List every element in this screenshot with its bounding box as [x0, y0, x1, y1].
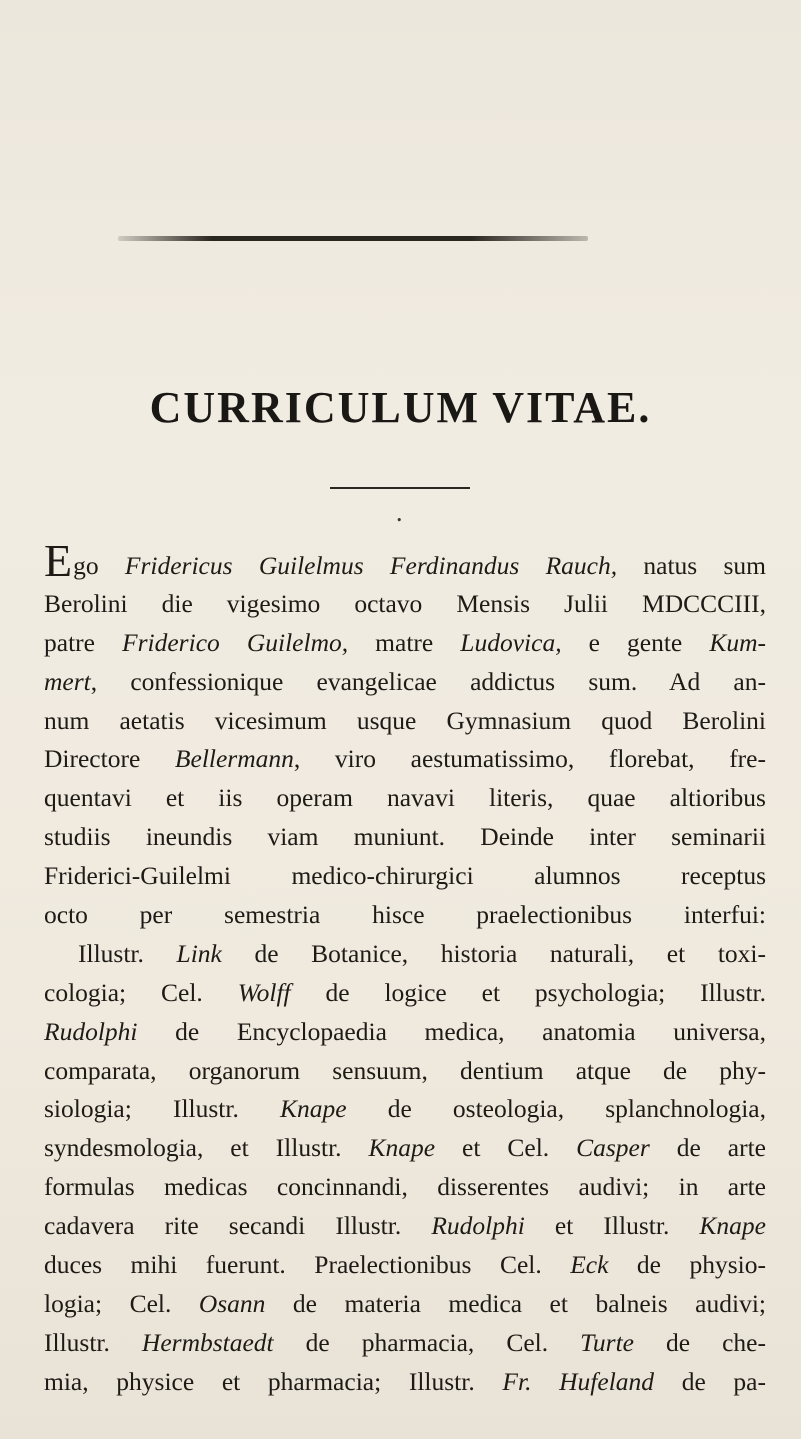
text-segment: patre — [44, 627, 123, 657]
document-title: CURRICULUM VITAE. — [149, 383, 652, 432]
text-segment: comparata, organorum sensuum, dentium atque de phy- — [44, 1055, 766, 1085]
text-segment: duces mihi fuerunt. Praelectionibus Cel. — [44, 1250, 571, 1280]
text-segment: de osteologia, splanchnologia, — [346, 1094, 767, 1124]
text-segment: studiis ineundis viam muniunt. Deinde inter seminarii — [44, 822, 766, 852]
italic-name: Fr. Hufeland — [502, 1366, 655, 1396]
text-segment: de Encyclopaedia medica, anatomia universa, — [137, 1016, 766, 1046]
text-segment: de pharmacia, Cel. — [273, 1327, 581, 1357]
text-segment: et Cel. — [435, 1133, 577, 1163]
text-line — [44, 935, 766, 974]
italic-name: Kum- — [709, 627, 766, 657]
text-segment: go — [73, 551, 125, 580]
text-line — [44, 896, 766, 935]
text-line — [44, 1090, 766, 1129]
text-segment: formulas medicas concinnandi, disserentes audivi; in arte — [44, 1172, 766, 1202]
text-line — [44, 818, 766, 857]
text-segment: et Illustr. — [524, 1211, 700, 1241]
text-segment: matre — [348, 627, 461, 657]
text-line — [44, 974, 766, 1013]
italic-name: Casper — [576, 1133, 650, 1163]
text-line — [44, 585, 766, 624]
text-segment: Friderici-Guilelmi medico-chirurgici alumnos receptus — [44, 861, 766, 891]
text-line — [44, 857, 766, 896]
text-segment: de Botanice, historia naturali, et toxi- — [221, 938, 766, 968]
text-segment: cadavera rite secandi Illustr. — [44, 1211, 432, 1241]
text-segment: de logice et psychologia; Illustr. — [290, 977, 766, 1007]
text-segment: , viro aestumatissimo, florebat, fre- — [293, 744, 766, 774]
text-segment: Berolini die vigesimo octavo Mensis Julii MDCCCIII, — [44, 588, 766, 618]
italic-name: Rudolphi — [44, 1016, 138, 1046]
italic-name: Fridericus Guilelmus Ferdinandus Rauch, — [124, 551, 618, 580]
italic-name: Rudolphi — [431, 1211, 525, 1241]
italic-name: Link — [176, 938, 222, 968]
initial-letter: E — [44, 535, 73, 586]
text-line — [44, 1052, 766, 1091]
text-segment: logia; Cel. — [44, 1288, 199, 1318]
ornament-mark: • — [396, 514, 403, 527]
italic-name: Turte — [580, 1327, 634, 1357]
text-line — [44, 1246, 766, 1285]
text-line — [44, 1129, 766, 1168]
text-segment: , confessionique evangelicae addictus sum. Ad an- — [90, 666, 766, 696]
text-line — [44, 624, 766, 663]
text-segment: Illustr. — [78, 938, 177, 968]
text-segment: e gente — [561, 627, 710, 657]
text-segment: num aetatis vicesimum usque Gymnasium quod Berolini — [44, 705, 766, 735]
text-segment: Illustr. — [44, 1327, 142, 1357]
italic-name: Bellermann — [174, 744, 294, 774]
text-line — [44, 1013, 766, 1052]
italic-name: Eck — [570, 1250, 609, 1280]
italic-name: Knape — [368, 1133, 436, 1163]
text-segment: de materia medica et balneis audivi; — [265, 1288, 766, 1318]
italic-name: Hermbstaedt — [141, 1327, 274, 1357]
text-segment: natus sum — [617, 551, 766, 580]
italic-name: Wolff — [237, 977, 291, 1007]
text-segment: de arte — [649, 1133, 766, 1163]
text-segment: de physio- — [608, 1250, 766, 1280]
text-segment: octo per semestria hisce praelectionibus interfui: — [44, 900, 766, 930]
text-segment: quentavi et iis operam navavi literis, quae altioribus — [44, 783, 766, 813]
italic-name: Knape — [699, 1211, 766, 1241]
text-segment: siologia; Illustr. — [44, 1094, 280, 1124]
text-segment: de che- — [634, 1327, 766, 1357]
text-segment: de pa- — [654, 1366, 766, 1396]
text-segment: cologia; Cel. — [44, 977, 238, 1007]
italic-name: Friderico Guilelmo, — [122, 627, 349, 657]
text-segment: Directore — [44, 744, 175, 774]
text-line — [44, 535, 766, 586]
text-segment: syndesmologia, et Illustr. — [44, 1133, 369, 1163]
text-line — [44, 702, 766, 741]
header-rule — [118, 236, 588, 241]
text-line — [44, 1168, 766, 1207]
text-line — [44, 1285, 766, 1324]
text-line — [44, 663, 766, 702]
text-segment: mia, physice et pharmacia; Illustr. — [44, 1366, 503, 1396]
text-line — [44, 740, 766, 779]
title-divider — [330, 487, 470, 489]
text-line — [44, 1207, 766, 1246]
italic-name: mert — [44, 666, 91, 696]
italic-name: Osann — [198, 1288, 266, 1318]
italic-name: Knape — [280, 1094, 347, 1124]
text-line — [44, 779, 766, 818]
italic-name: Ludovica, — [460, 627, 562, 657]
body-text — [44, 535, 767, 1402]
text-line — [44, 1324, 766, 1363]
text-line — [44, 1363, 766, 1402]
